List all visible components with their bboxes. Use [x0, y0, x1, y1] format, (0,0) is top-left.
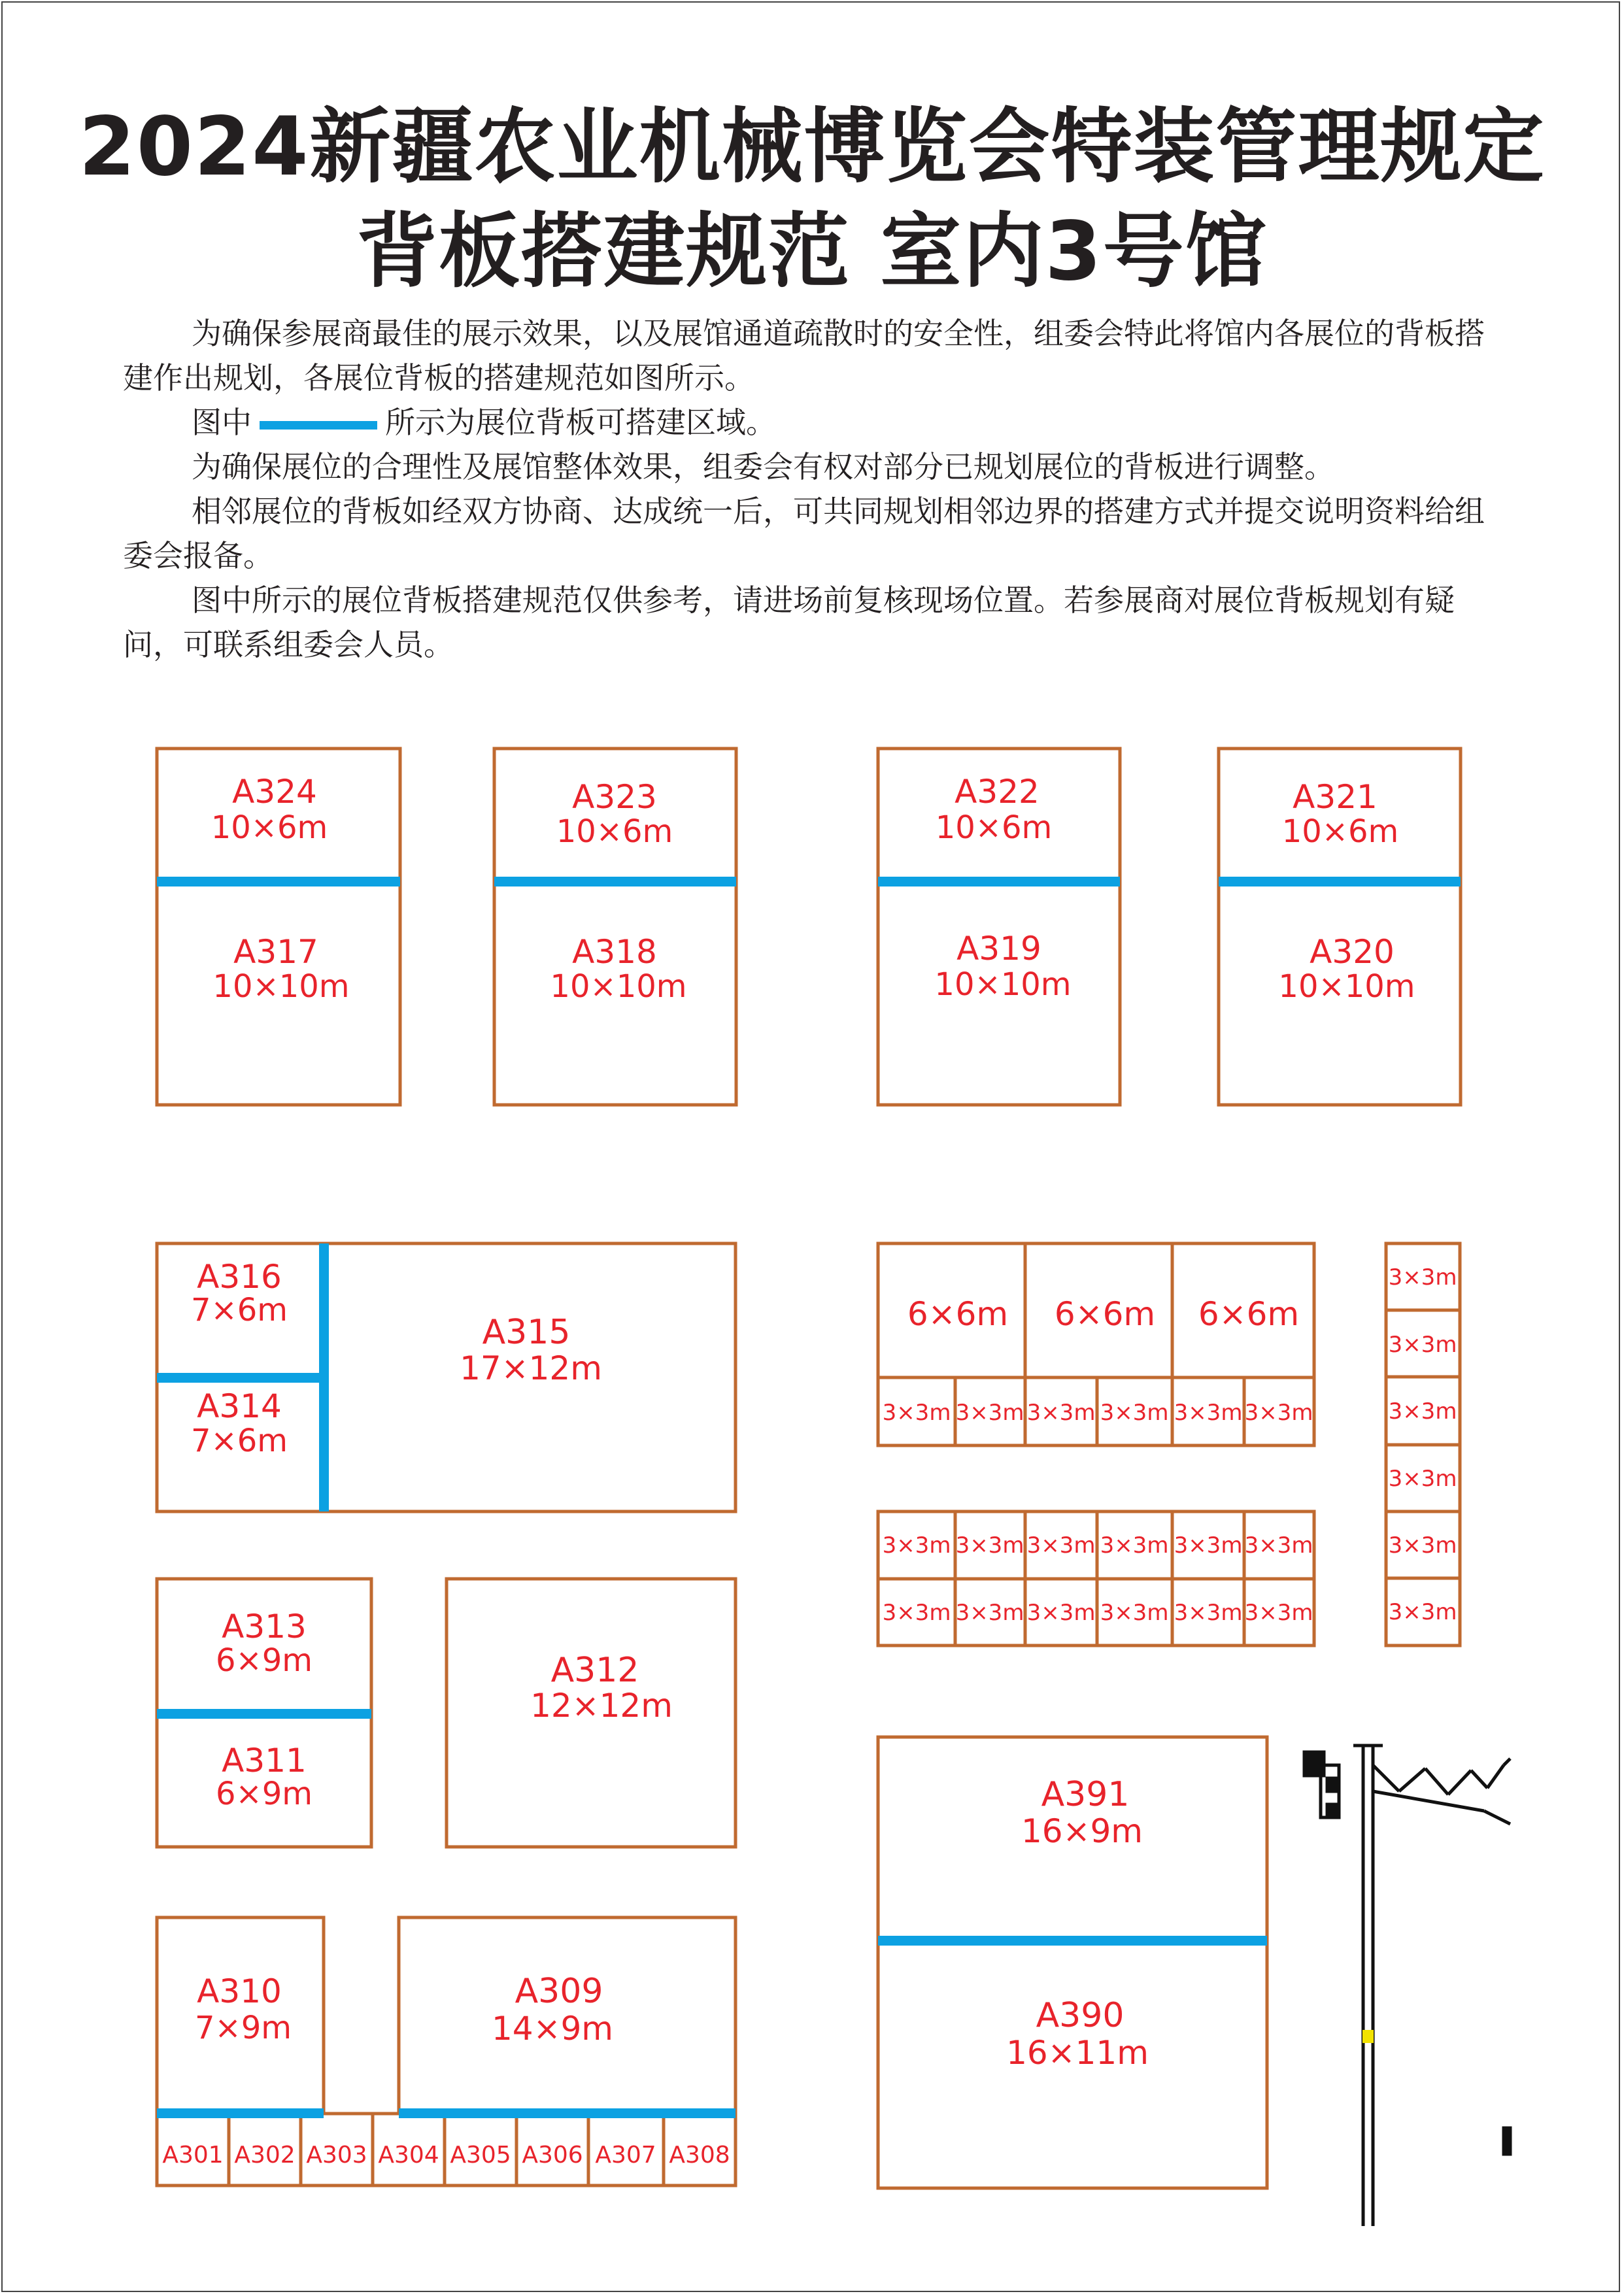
booth-size: 3×3m: [882, 1400, 951, 1426]
booth-size: 3×3m: [1100, 1532, 1169, 1559]
booth-size: 3×3m: [882, 1600, 951, 1626]
booth-id: A324: [232, 773, 317, 811]
booth-size: 10×6m: [556, 813, 673, 850]
booth-column-3x3-right: [1386, 1243, 1460, 1646]
booth-id: A315: [482, 1313, 571, 1352]
yellow-marker: [1362, 2030, 1374, 2043]
booth-size: 3×3m: [1244, 1600, 1313, 1626]
booth-size: 6×6m: [1198, 1295, 1300, 1333]
booth-size: 3×3m: [1388, 1332, 1457, 1358]
legend-prefix: 图中: [192, 405, 252, 440]
backboard-a324-a317: [157, 877, 400, 886]
booth-size: 10×10m: [934, 966, 1072, 1003]
booth-id: A317: [233, 933, 318, 971]
intro-paragraph-3: 为确保展位的合理性及展馆整体效果，组委会有权对部分已规划展位的背板进行调整。: [192, 449, 1334, 484]
booth-size: 3×3m: [1174, 1600, 1243, 1626]
booth-size: 3×3m: [1388, 1264, 1457, 1291]
booth-id: A307: [595, 2142, 656, 2169]
booth-id: A391: [1041, 1775, 1130, 1814]
booth-id: A312: [550, 1651, 639, 1690]
backboard-a321-a320: [1219, 877, 1461, 886]
booth-id: A316: [197, 1258, 282, 1296]
booth-size: 3×3m: [1244, 1532, 1313, 1559]
booth-id: A310: [197, 1972, 282, 2010]
backboard-a309: [399, 2108, 736, 2118]
booth-size: 3×3m: [1388, 1398, 1457, 1425]
booth-size: 6×6m: [907, 1295, 1009, 1333]
booth-size: 3×3m: [1244, 1400, 1313, 1426]
booth-size: 10×6m: [211, 809, 328, 846]
booth-size: 3×3m: [1174, 1400, 1243, 1426]
booth-id: A314: [197, 1387, 282, 1425]
booth-cluster-6x6: [878, 1243, 1314, 1377]
booth-size: 14×9m: [491, 2010, 614, 2048]
booth-size: 16×9m: [1021, 1812, 1143, 1850]
booth-size: 3×3m: [882, 1532, 951, 1559]
booth-id: A318: [572, 933, 657, 971]
intro-paragraph-5: 图中所示的展位背板搭建规范仅供参考，请进场前复核现场位置。若参展商对展位背板规划有疑问，可联系组委会人员。: [123, 582, 1455, 662]
booth-size: 10×10m: [550, 968, 687, 1005]
booth-size: 10×10m: [1278, 968, 1415, 1005]
booth-size: 3×3m: [1100, 1600, 1169, 1626]
booth-size: 3×3m: [955, 1532, 1024, 1559]
backboard-a316-a314-a315: [319, 1243, 329, 1511]
booth-id: A323: [572, 778, 657, 816]
booth-id: A308: [669, 2142, 730, 2169]
backboard-a391-a390: [878, 1936, 1267, 1946]
backboard-a322-a319: [878, 877, 1120, 886]
booth-size: 10×6m: [935, 809, 1053, 846]
page-title: 2024新疆农业机械博览会特装管理规定: [78, 100, 1546, 194]
booth-size: 6×9m: [215, 1776, 313, 1812]
booth-id: A305: [450, 2142, 511, 2169]
booth-id: A306: [522, 2142, 583, 2169]
booth-id: A320: [1310, 933, 1395, 971]
backboard-a313-a311: [157, 1709, 371, 1719]
booth-id: A311: [222, 1742, 307, 1780]
booth-size: 3×3m: [1100, 1400, 1169, 1426]
backboard-a310: [157, 2108, 324, 2118]
stair-structure-icon: [1304, 1746, 1510, 2226]
booth-size: 10×6m: [1281, 813, 1399, 850]
booth-id: A301: [162, 2142, 224, 2169]
booth-id: A322: [955, 773, 1040, 811]
booth-size: 7×6m: [190, 1292, 288, 1328]
booth-size: 7×6m: [190, 1423, 288, 1459]
intro-paragraph-1: 为确保参展商最佳的展示效果，以及展馆通道疏散时的安全性，组委会特此将馆内各展位的背板搭建作出规划，各展位背板的搭建规范如图所示。: [123, 316, 1485, 396]
booth-size: 3×3m: [1388, 1532, 1457, 1559]
booth-size: 10×10m: [212, 968, 350, 1005]
booth-id: A319: [956, 930, 1041, 968]
booth-id: A390: [1036, 1996, 1125, 2035]
booth-id: A309: [515, 1972, 603, 2011]
booth-size: 3×3m: [955, 1600, 1024, 1626]
booth-size: 3×3m: [1174, 1532, 1243, 1559]
booth-size: 7×9m: [194, 2010, 292, 2046]
booth-grid-3x3-upper: [878, 1377, 1314, 1445]
page-subtitle: 背板搭建规范 室内3号馆: [356, 205, 1268, 299]
booth-size: 3×3m: [1026, 1600, 1096, 1626]
booth-size: 6×9m: [215, 1642, 313, 1679]
booth-size: 17×12m: [460, 1349, 602, 1387]
booth-size: 16×11m: [1006, 2034, 1149, 2072]
booth-id: A304: [378, 2142, 439, 2169]
booth-size: 3×3m: [1026, 1532, 1096, 1559]
legend-suffix: 所示为展位背板可搭建区域。: [385, 405, 776, 440]
booth-size: 12×12m: [530, 1687, 673, 1725]
booth-grid-3x3-lower: [878, 1511, 1314, 1646]
booth-size: 3×3m: [1388, 1599, 1457, 1625]
booth-size: 3×3m: [955, 1400, 1024, 1426]
booth-id: A313: [222, 1608, 307, 1646]
booth-size: 3×3m: [1026, 1400, 1096, 1426]
booth-id: A321: [1293, 778, 1378, 816]
backboard-a316-a314: [157, 1373, 324, 1383]
booth-size: 6×6m: [1054, 1295, 1156, 1333]
booth-id: A303: [306, 2142, 367, 2169]
small-booth-row-a301-a308: [157, 2114, 736, 2186]
booth-size: 3×3m: [1388, 1466, 1457, 1492]
booth-id: A302: [234, 2142, 296, 2169]
intro-paragraph-4: 相邻展位的背板如经双方协商、达成统一后，可共同规划相邻边界的搭建方式并提交说明资料给组委会报备。: [123, 494, 1485, 573]
backboard-a323-a318: [494, 877, 736, 886]
